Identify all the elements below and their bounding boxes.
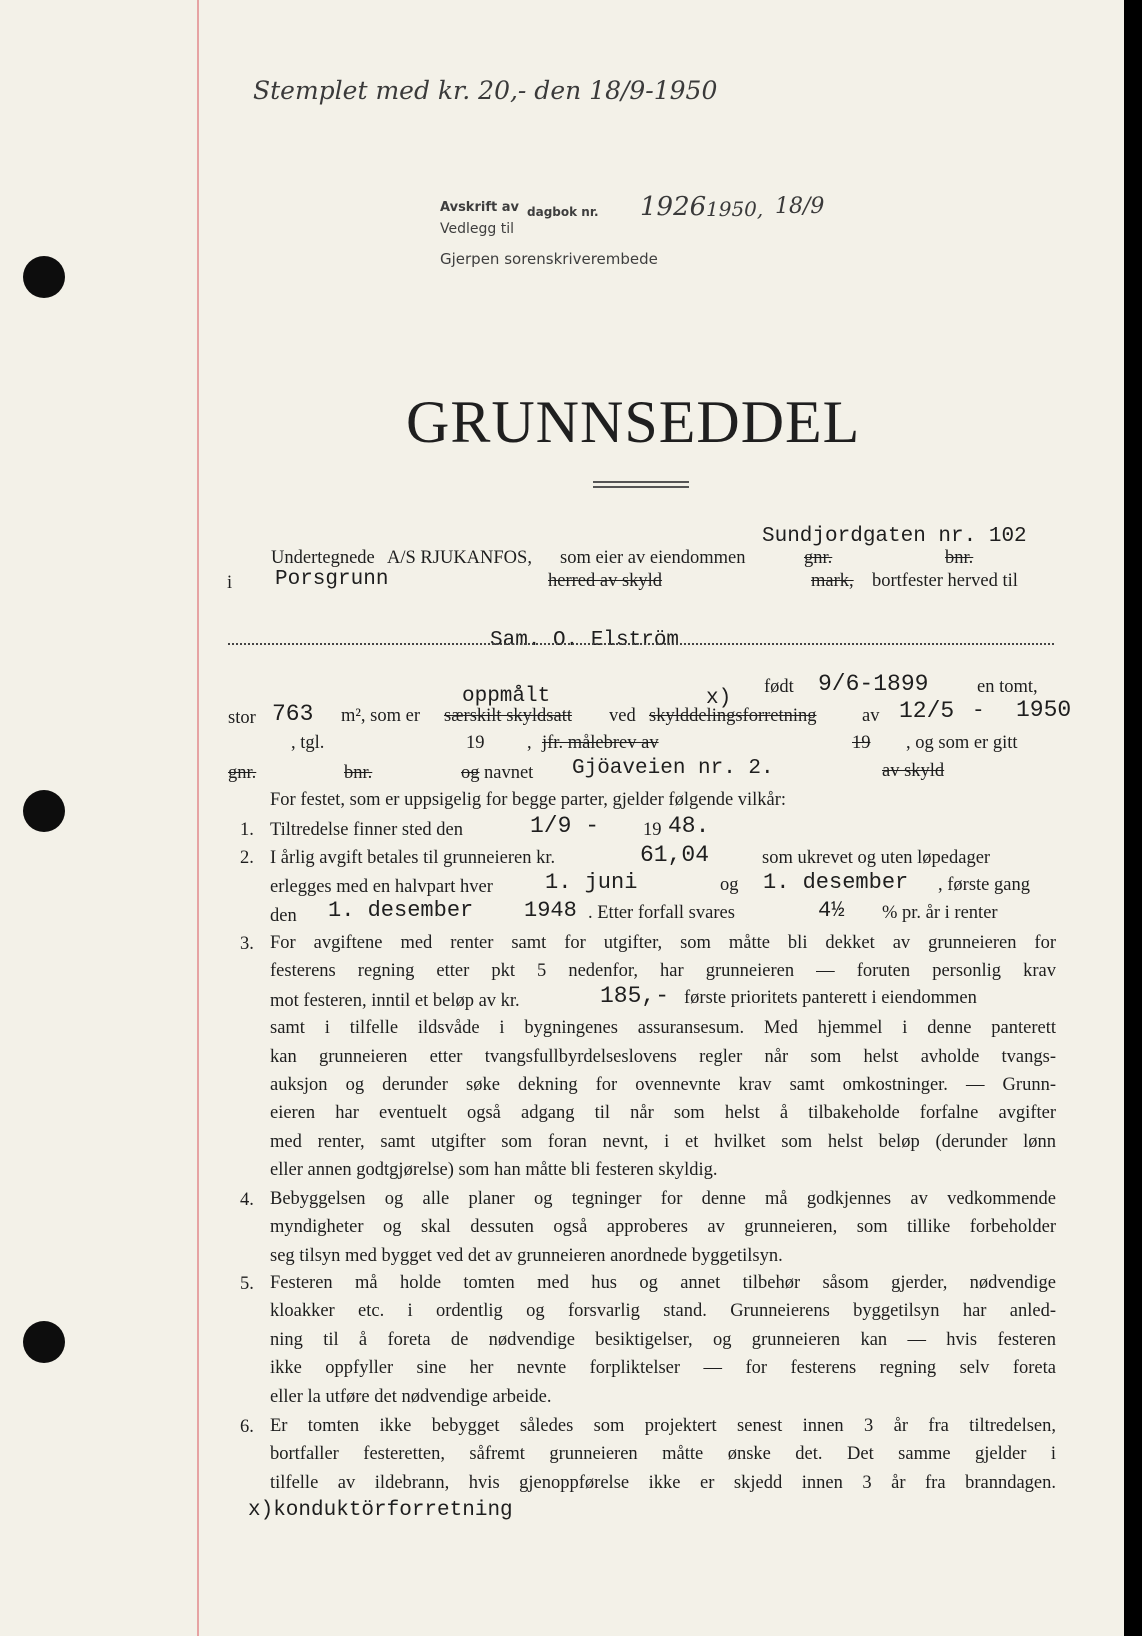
item3-line: med renter, samt utgifter som foran nevnt, i et hvilket som helst beløp (derunder lønn: [270, 1131, 1056, 1152]
item3-line: festerens regning etter pkt 5 nedenfor, har grunneieren — foruten personlig krav: [270, 961, 1056, 982]
item5-line: kloakker etc. i ordentlig og forsvarlig stand. Grunneierens byggetilsyn har anled-: [270, 1301, 1056, 1322]
ved-text: ved: [609, 706, 636, 726]
owner-text: som eier av eiendommen: [560, 548, 746, 568]
navnet-text: navnet: [484, 763, 534, 783]
nineteen-text: 19: [466, 733, 485, 753]
item3-paragraph: [270, 929, 1056, 1185]
gnr2-struck: gnr.: [228, 763, 257, 783]
stamp-dagbok: dagbok nr.: [527, 205, 599, 219]
owner-name: A/S RJUKANFOS,: [387, 548, 532, 568]
bnr-struck: bnr.: [945, 548, 974, 568]
item-number: 5.: [240, 1274, 254, 1294]
item2-den: den: [270, 906, 297, 926]
item3-amount: 185,-: [600, 983, 670, 1009]
item-number: 3.: [240, 934, 254, 954]
comma: ,: [527, 733, 532, 753]
item2-text-f: . Etter forfall svares: [588, 903, 735, 923]
item3-line: kan grunneieren etter tvangsfullbyrdelseslovens regler når som helst avholde tvangs-: [270, 1046, 1056, 1067]
item5-line: ning til å foreta de nødvendige besiktigelser, og grunneieren kan — hvis festeren: [270, 1329, 1056, 1350]
av-text: av: [862, 706, 880, 726]
item5-line: ikke oppfyller sine her nevnte forpliktelser — for festerens regning selv foreta: [270, 1358, 1056, 1379]
nineteen-struck: 19: [852, 733, 871, 753]
og-som-text: , og som er gitt: [906, 733, 1018, 753]
item2-date2: 1. desember: [763, 870, 909, 895]
punch-hole: [23, 790, 65, 832]
item4-line: Bebyggelsen og alle planer og tegninger for denne må godkjennes av vedkommende: [270, 1189, 1056, 1209]
area-value: 763: [272, 701, 314, 727]
gnr-struck: gnr.: [804, 548, 833, 568]
item4-line: myndigheter og skal dessuten også approberes av grunneieren, som tillike forbeholder: [270, 1217, 1056, 1238]
og-struck: og: [461, 763, 480, 783]
item2-text-g: % pr. år i renter: [882, 903, 998, 923]
item3-text-b: første prioritets panterett i eiendommen: [684, 988, 977, 1008]
vilkar-text: For festet, som er uppsigelig for begge parter, gjelder følgende vilkår:: [270, 790, 787, 810]
stamp-number: 1926: [640, 192, 707, 222]
street-name: Gjöaveien nr. 2.: [572, 757, 774, 780]
property-address: Sundjordgaten nr. 102: [762, 525, 1027, 548]
lessee-name: Sam. O. Elström: [490, 629, 680, 652]
item6-line: tilfelle av ildebrann, hvis gjenoppførelse ikke er skjedd innen 3 år fra branndagen.: [270, 1472, 1056, 1493]
saerskilt-struck: særskilt skyldsatt: [444, 706, 572, 726]
item3-line: eller annen godtgjørelse) som han måtte bli festeren skyldig.: [270, 1160, 718, 1181]
item-number: 2.: [240, 848, 254, 868]
item6-line: bortfaller festeretten, såfremt grunneieren måtte ønske det. Det samme gjelder i: [270, 1444, 1056, 1465]
year1: 1950: [1016, 697, 1072, 723]
item2-rate: 4½: [818, 898, 845, 923]
stamp-year: 1950,: [706, 197, 764, 221]
punch-hole: [23, 256, 65, 298]
item4-line: seg tilsyn med bygget ved det av grunneieren anordnede byggetilsyn.: [270, 1245, 783, 1266]
item1-year: 48.: [668, 813, 710, 839]
dash: -: [972, 700, 985, 723]
footnote: x)konduktörforretning: [248, 1499, 513, 1522]
item3-line: samt i tilfelle ildsvåde i bygningenes assuransesum. Med hjemmel i denne panterett: [270, 1018, 1056, 1039]
item2-og: og: [720, 875, 739, 895]
item3-line: auksjon og derunder søke dekning for ovennevnte krav samt omkostninger. — Grunn-: [270, 1075, 1056, 1096]
bortfester-text: bortfester herved til: [872, 571, 1018, 591]
mark-struck: mark,: [811, 571, 854, 591]
x-mark: x): [706, 687, 732, 710]
oppmalt-label: oppmålt: [462, 685, 551, 708]
jfr-struck: jfr. målebrev av: [542, 733, 659, 753]
item5-line: eller la utføre det nødvendige arbeide.: [270, 1386, 552, 1407]
undertegnede-label: Undertegnede: [271, 548, 375, 568]
punch-hole: [23, 1321, 65, 1363]
item5-line: Festeren må holde tomten med hus og annet tilbehør såsom gjerder, nødvendige: [270, 1273, 1056, 1293]
skyld-struck: skylddelingsforretning: [649, 706, 817, 726]
item5-paragraph: [270, 1269, 1056, 1411]
item2-year: 1948: [524, 898, 577, 923]
item-number: 1.: [240, 820, 254, 840]
item2-date3: 1. desember: [328, 898, 474, 923]
dotted-line: [228, 643, 1054, 645]
handwritten-note: Stemplet med kr. 20,- den 18/9-1950: [253, 76, 718, 105]
date1: 12/5: [899, 698, 955, 724]
item2-text-e: , første gang: [938, 875, 1030, 895]
item2-amount: 61,04: [640, 842, 710, 868]
stamp-line3: Gjerpen sorenskriverembede: [440, 250, 658, 268]
av-skyld-struck: av skyld: [882, 761, 945, 781]
stamp-line1: Avskrift av: [440, 200, 519, 215]
margin-line: [197, 0, 199, 1636]
stamp-date: 18/9: [775, 194, 825, 219]
i-label: i: [227, 573, 233, 593]
title-underline: [593, 486, 689, 488]
bnr2-struck: bnr.: [344, 763, 373, 783]
item6-paragraph: [270, 1412, 1056, 1497]
item3-line: eieren har eventuelt også adgang til når som helst å tilbakeholde forfalne avgifter: [270, 1103, 1056, 1124]
item-number: 4.: [240, 1190, 254, 1210]
item2-text-b: som ukrevet og uten løpedager: [762, 848, 991, 868]
place-name: Porsgrunn: [275, 568, 389, 591]
document-title: GRUNNSEDDEL: [406, 389, 861, 455]
item2-date1: 1. juni: [545, 870, 638, 895]
title-underline: [593, 481, 689, 483]
stor-label: stor: [228, 708, 256, 728]
herred-struck: herred av skyld: [548, 571, 663, 591]
stamp-line2: Vedlegg til: [440, 221, 514, 237]
item4-paragraph: [270, 1185, 1056, 1270]
birth-date: 9/6-1899: [818, 671, 929, 697]
item3-text-a: mot festeren, inntil et beløp av kr.: [270, 991, 520, 1011]
tgl-text: , tgl.: [291, 733, 325, 753]
item3-line: For avgiftene med renter samt for utgifter, som måtte bli dekket av grunneieren for: [270, 933, 1056, 953]
item1-date: 1/9 -: [530, 813, 600, 839]
item2-text-a: I årlig avgift betales til grunneieren kr.: [270, 848, 556, 868]
fodt-label: født: [764, 677, 794, 697]
item-number: 6.: [240, 1417, 254, 1437]
item1-text: Tiltredelse finner sted den: [270, 820, 464, 840]
item6-line: Er tomten ikke bebygget således som projektert senest innen 3 år fra tiltredelsen,: [270, 1416, 1056, 1436]
en-tomt-text: en tomt,: [977, 677, 1038, 697]
m2-text: m², som er: [341, 706, 421, 726]
item2-text-c: erlegges med en halvpart hver: [270, 877, 493, 897]
item1-year-prefix: 19: [643, 820, 662, 840]
